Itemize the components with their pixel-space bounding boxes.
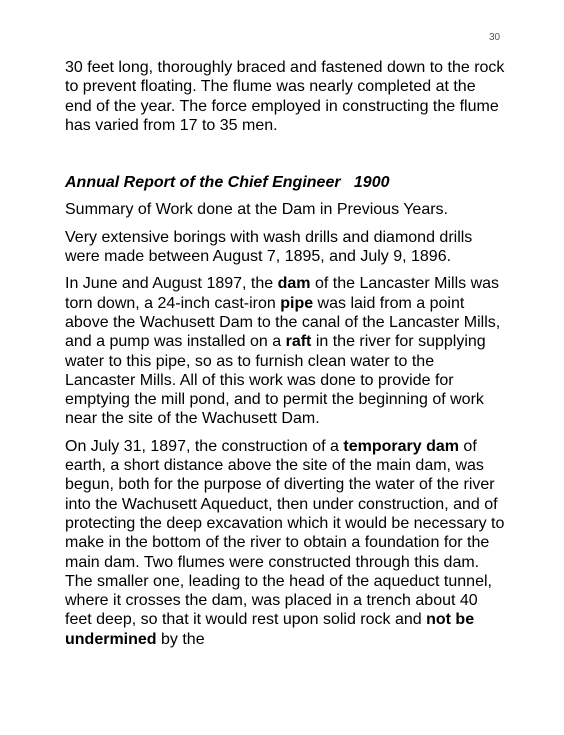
temporary-dam-keyword: temporary dam — [343, 437, 459, 455]
july-text-3: by the — [156, 630, 205, 648]
intro-paragraph: 30 feet long, thoroughly braced and fastened down to the rock to prevent floating. The flume was nearly completed at the end of the year. The force employed in constructing the flume has varied from 17 to 35 men. — [65, 59, 505, 134]
july-text-2: of earth, a short distance above the site of the main dam, was begun, both for the purpose of diverting the water of the river into the Wachusett Aqueduct, then under construction, and of protecting the deep excavation which it would be necessary to make in the bottom of the river to obtain a foundation for the main dam. Two flumes were constructed through this dam. The smaller one, leading to the head of the aqueduct tunnel, where it crosses the dam, was placed in a trench about 40 feet deep, so that it would rest upon solid rock and — [65, 437, 505, 629]
raft-keyword: raft — [285, 333, 312, 351]
report-heading: Annual Report of the Chief Engineer 1900 — [65, 174, 390, 192]
july-paragraph — [65, 437, 505, 649]
june-text-2: of the Lancaster Mills was torn down, a 24-inch cast-iron — [65, 275, 500, 312]
june-paragraph — [65, 274, 505, 428]
june-text-4: in the river for supplying water to this pipe, so as to furnish clean water to the Lancaster Mills. All of this work was done to provide for emptying the mill pond, and to permit the beginning of work near the site of the Wachusett Dam. — [65, 333, 486, 428]
july-text-1: On July 31, 1897, the construction of a — [65, 437, 344, 455]
dam-keyword: dam — [277, 275, 311, 293]
pipe-keyword: pipe — [280, 294, 314, 312]
borings-paragraph: Very extensive borings with wash drills and diamond drills were made between August 7, 1895, and July 9, 1896. — [65, 228, 473, 266]
page-number: 30 — [489, 32, 501, 43]
document-body — [65, 58, 505, 649]
june-text-3: was laid from a point above the Wachusett Dam to the canal of the Lancaster Mills, and a pump was installed on a — [65, 294, 501, 351]
not-undermined-keyword: not be undermined — [65, 611, 475, 648]
june-text-1: In June and August 1897, the — [65, 275, 278, 293]
summary-paragraph: Summary of Work done at the Dam in Previous Years. — [65, 201, 448, 219]
